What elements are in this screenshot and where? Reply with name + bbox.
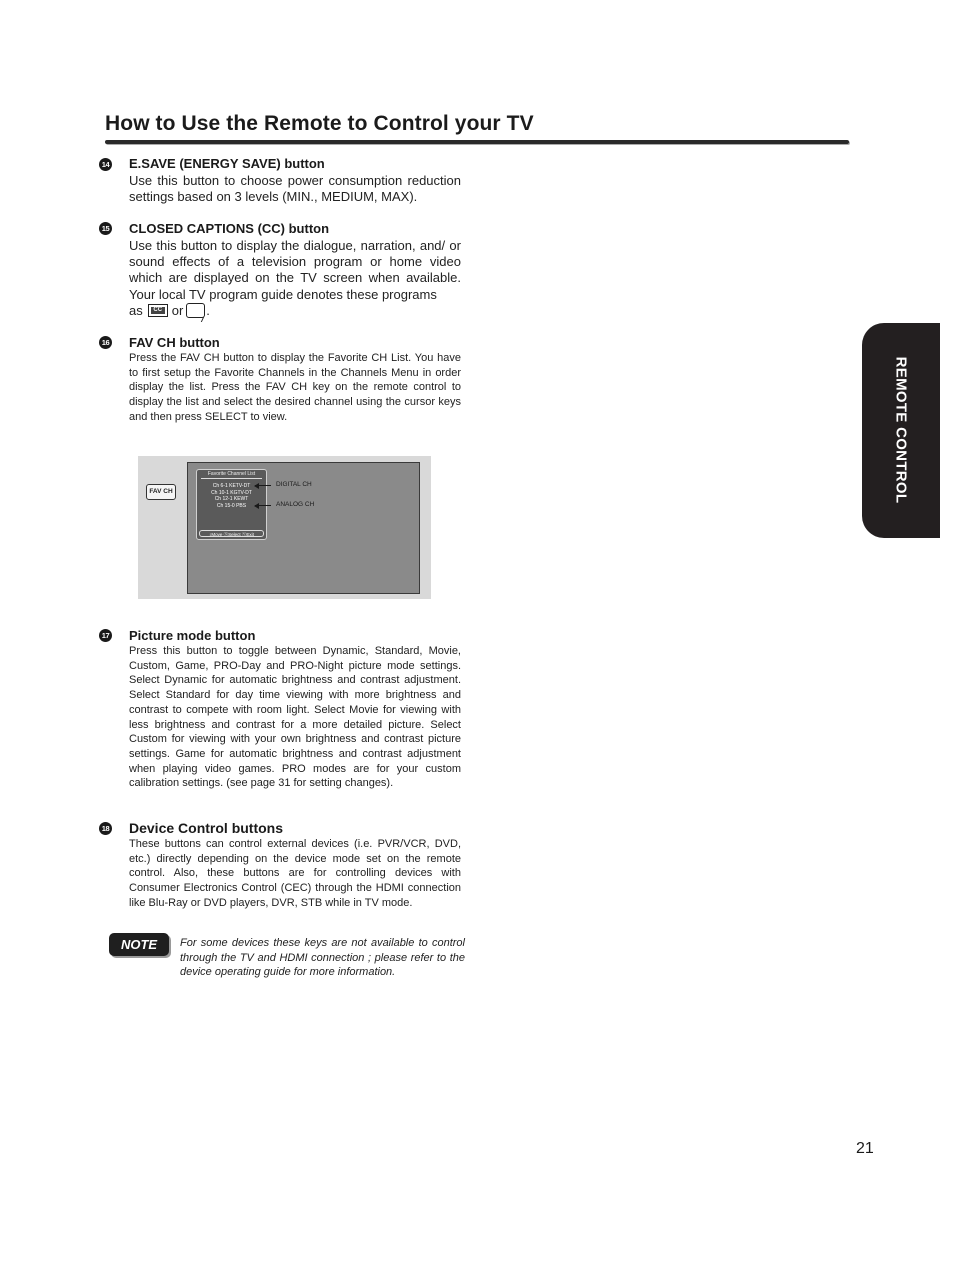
section-body-text: Use this button to display the dialogue, narration, and/ or sound effects of a television program or home video which are displayed on the TV screen when available. Your local TV program guide denotes these programs	[129, 238, 461, 302]
title-rule	[105, 140, 849, 144]
section-title: Device Control buttons	[129, 820, 284, 836]
section-title: E.SAVE (ENERGY SAVE) button	[129, 156, 325, 171]
cc-icon-text: CC	[151, 307, 165, 314]
fav-ch-illustration	[138, 456, 431, 599]
section-body	[129, 238, 461, 319]
section-number-badge: 17	[99, 629, 112, 642]
note-badge: NOTE	[109, 933, 169, 956]
section-body: Use this button to choose power consumption reduction settings based on 3 levels (MIN., MEDIUM, MAX).	[129, 173, 461, 205]
speech-bubble-icon	[186, 303, 205, 318]
side-tab-label: REMOTE CONTROL	[892, 356, 910, 504]
section-number-badge: 16	[99, 336, 112, 349]
page-title: How to Use the Remote to Control your TV	[105, 112, 534, 135]
digital-ch-label: DIGITAL CH	[276, 481, 312, 488]
section-body: Press the FAV CH button to display the Favorite CH List. You have to first setup the Favorite Channels in the Channels Menu in order display the list. Press the FAV CH key on the remote control to display the list and select the desired channel using the cursor keys and then press SELECT to view.	[129, 352, 461, 423]
channel-item: Ch 10-1 KGTV-DT	[211, 489, 252, 496]
note-text: For some devices these keys are not available to control through the TV and HDMI connection ; please refer to the device operating guide for more information.	[180, 937, 465, 979]
channel-item: Ch 6-1 KETV-DT	[212, 483, 251, 489]
digital-ch-arrow	[255, 485, 271, 486]
section-number-badge: 18	[99, 822, 112, 835]
section-title: Picture mode button	[129, 628, 256, 643]
section-body: These buttons can control external devices (i.e. PVR/VCR, DVD, etc.) directly depending on the device mode set on the remote control. Also, these buttons are for controlling devices with Consumer Electronics Control (CEC) through the HDMI connection like Blu-Ray or DVD players, DVR, STB while in TV mode.	[129, 838, 461, 909]
cc-icon	[148, 304, 168, 317]
section-body-or: or	[171, 302, 184, 318]
side-tab	[862, 323, 940, 538]
section-title: CLOSED CAPTIONS (CC) button	[129, 221, 330, 236]
page-number: 21	[856, 1140, 874, 1157]
channel-item: Ch 15-0 PBS	[216, 502, 247, 509]
analog-ch-label: ANALOG CH	[276, 501, 315, 508]
section-body-suffix: .	[206, 302, 210, 318]
section-number-badge: 14	[99, 158, 112, 171]
section-body-prefix: as	[129, 302, 143, 318]
analog-ch-arrow	[255, 505, 271, 506]
favorite-menu-footer: ↕Move ⓈSelect ⓎExit	[199, 530, 264, 537]
section-title: FAV CH button	[129, 335, 220, 350]
favorite-menu-title: Favorite Channel List	[207, 471, 256, 477]
section-body: Press this button to toggle between Dynamic, Standard, Movie, Custom, Game, PRO-Day and PRO-Night picture mode settings. Select Dynamic for automatic brightness and contrast adjustment. Select Standard for day time viewing with more brightness and contrast to compete with room light. Select Movie for viewing with less brightness and contrast for a more detailed picture. Select Custom for viewing with your own brightness and contrast picture settings. Game for automatic brightness and contrast adjustment when playing video games. PRO modes are for your custom calibration settings. (see page 31 for setting changes).	[129, 645, 461, 790]
section-number-badge: 15	[99, 222, 112, 235]
channel-item: Ch 12-1 KEWT	[214, 496, 249, 503]
fav-ch-key-icon: FAV CH	[146, 484, 176, 500]
favorite-menu-divider	[201, 478, 262, 479]
